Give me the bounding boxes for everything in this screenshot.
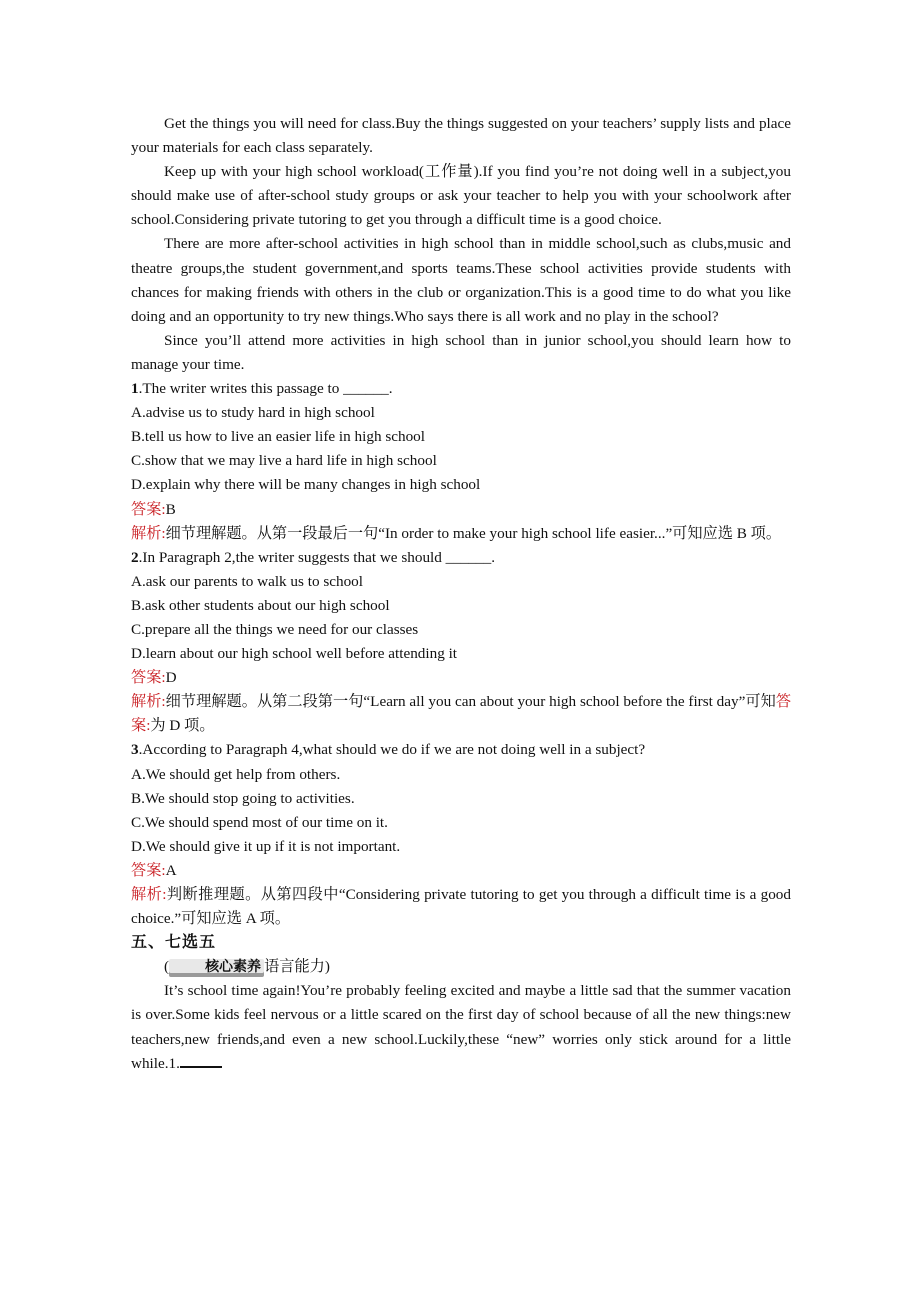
passage-paragraph-4: Since you’ll attend more activities in high school than in junior school,you should learn how to manage your time.: [131, 331, 791, 373]
core-literacy-badge: 核心素养: [169, 959, 264, 977]
option-c: C.prepare all the things we need for our classes: [131, 620, 419, 638]
question-stem: [131, 546, 791, 570]
question-text: .The writer writes this passage to ______.: [138, 380, 393, 398]
question-text: .In Paragraph 2,the writer suggests that we should ______.: [138, 548, 496, 566]
option-d: D.learn about our high school well before attending it: [131, 645, 458, 663]
answer-label: 答案:: [131, 861, 166, 879]
analysis-text: 细节理解题。从第二段第一句“Learn all you can about your high school before the first day”可知: [165, 693, 776, 711]
answer-line: [131, 859, 791, 883]
question-1: [131, 377, 791, 546]
analysis-text: 判断推理题。从第四段中“Considering private tutoring to get you through a difficult time is a good choice.”可知应选 A 项。: [131, 886, 791, 928]
answer-label: 答案:: [131, 500, 166, 518]
question-number: 2: [131, 548, 139, 566]
question-text: .According to Paragraph 4,what should we do if we are not doing well in a subject?: [138, 741, 646, 759]
answer-value: D: [165, 669, 177, 687]
option-a: A.We should get help from others.: [131, 765, 341, 783]
question-3: [131, 738, 791, 931]
analysis-inline-answer-label: 答案:: [131, 693, 791, 735]
analysis-line: [131, 883, 791, 931]
option-c: C.show that we may live a hard life in high school: [131, 452, 437, 470]
answer-label: 答案:: [131, 669, 166, 687]
option-a: A.ask our parents to walk us to school: [131, 572, 363, 590]
option-c: C.We should spend most of our time on it.: [131, 813, 388, 831]
answer-line: [131, 666, 791, 690]
passage-paragraph-3: There are more after-school activities in high school than in middle school,such as clubs,music and theatre groups,the student government,and sports teams.These school activities provide students with chances for making friends with others in the club or organization.This is a good time to do what you like doing and an opportunity to try new things.Who says there is all work and no play in the school?: [131, 235, 791, 325]
analysis-text: 细节理解题。从第一段最后一句“In order to make your high school life easier...”可知应选 B 项。: [165, 524, 782, 542]
question-number: 3: [131, 741, 139, 759]
question-number: 1: [131, 380, 139, 398]
answer-value: B: [165, 500, 176, 518]
analysis-line: [131, 522, 791, 546]
passage-paragraph-1: Get the things you will need for class.Buy the things suggested on your teachers’ supply lists and place your materials for each class separately.: [131, 115, 791, 157]
analysis-label: 解析:: [131, 693, 166, 711]
section-paragraph: [131, 979, 791, 1075]
option-d: D.We should give it up if it is not important.: [131, 837, 401, 855]
question-2: [131, 546, 791, 739]
answer-line: [131, 498, 791, 522]
subtitle-open-paren: (: [164, 958, 170, 976]
option-b: B.tell us how to live an easier life in high school: [131, 428, 425, 446]
document-page: [131, 112, 791, 1076]
question-stem: [131, 377, 791, 401]
passage-paragraph-2: Keep up with your high school workload(工作量).If you find you’re not doing well in a subject,you should make use of after-school study groups or ask your teacher to help you with your schoolwork after school.Considering private tutoring to get you through a difficult time is a good choice.: [131, 163, 791, 229]
subtitle-text: 语言能力): [264, 958, 330, 976]
analysis-label: 解析:: [131, 524, 166, 542]
option-b: B.ask other students about our high school: [131, 596, 390, 614]
analysis-text-end: 为 D 项。: [150, 717, 215, 735]
analysis-label: 解析:: [131, 886, 167, 903]
section-subtitle: [131, 955, 791, 979]
analysis-line: [131, 690, 791, 738]
section-paragraph-text: It’s school time again!You’re probably feeling excited and maybe a little sad that the summer vacation is over.Some kids feel nervous or a little scared on the first day of school because of all the new things:new teachers,new friends,and even a new school.Luckily,these “new” worries only stick around for a little while.1.: [131, 982, 791, 1072]
option-b: B.We should stop going to activities.: [131, 789, 355, 807]
option-a: A.advise us to study hard in high school: [131, 404, 375, 422]
answer-blank-1: [180, 1052, 222, 1068]
question-stem: [131, 738, 791, 762]
answer-value: A: [165, 861, 177, 879]
option-d: D.explain why there will be many changes in high school: [131, 476, 481, 494]
section-title: 五、七选五: [131, 934, 217, 952]
